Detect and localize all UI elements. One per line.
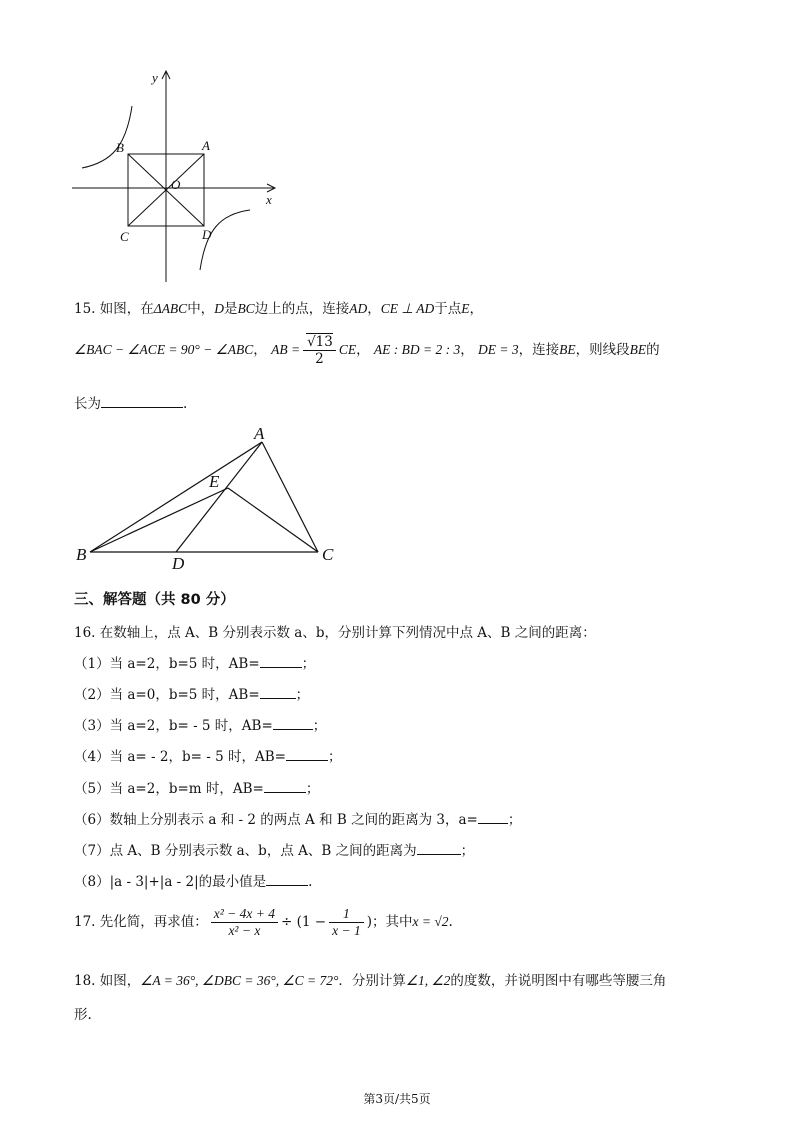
answer-blank[interactable] xyxy=(286,748,328,761)
q15-math: BE xyxy=(559,342,576,357)
answer-blank[interactable] xyxy=(260,655,302,668)
label-b: B xyxy=(76,545,87,564)
q15-text: ， xyxy=(253,342,267,358)
q16-item-5 xyxy=(74,777,319,797)
label-o: O xyxy=(171,177,181,192)
q16-item-text: （1）当 a=2，b=5 时，AB= xyxy=(74,656,260,672)
q16-item-1 xyxy=(74,652,315,672)
fraction-numerator: x² − 4x + 4 xyxy=(211,906,278,923)
q15-text: ， xyxy=(469,301,483,317)
q15-math: DE = 3 xyxy=(478,342,519,357)
answer-blank[interactable] xyxy=(101,395,183,408)
figure-coordinate-square xyxy=(60,62,300,284)
q17-fraction-1 xyxy=(211,906,278,939)
answer-blank[interactable] xyxy=(417,842,461,855)
section-heading: 三、解答题（共 80 分） xyxy=(74,592,235,608)
segment-ac xyxy=(262,442,318,552)
q16-item-6 xyxy=(74,808,521,828)
q16-item-end: ； xyxy=(305,781,320,797)
q15-math: AB = xyxy=(271,342,301,357)
label-b: B xyxy=(116,140,124,155)
q16-item-text: （5）当 a=2，b=m 时，AB= xyxy=(74,781,264,797)
q15-text: ， xyxy=(367,301,381,317)
hyperbola-branch-upper-left xyxy=(82,106,132,168)
label-a: A xyxy=(202,138,210,153)
q15-text: 于点 xyxy=(434,301,462,317)
q15-text: 长为 xyxy=(74,396,101,412)
q18-text: 18. 如图， xyxy=(74,973,141,989)
segment-ce xyxy=(228,488,318,552)
q15-text: ， xyxy=(460,342,474,358)
q16-item-end: ； xyxy=(301,656,316,672)
q16-item-end: . xyxy=(308,874,313,890)
q15-text: ， xyxy=(356,342,370,358)
q17-math: x = √2 xyxy=(412,914,449,929)
fraction-denominator: x − 1 xyxy=(332,923,361,938)
q18-text: 的度数，并说明图中有哪些等腰三角 xyxy=(450,973,667,989)
q15-text: 是 xyxy=(223,301,238,317)
label-c: C xyxy=(322,545,334,564)
q16-item-7 xyxy=(74,839,474,859)
answer-blank[interactable] xyxy=(260,686,296,699)
answer-blank[interactable] xyxy=(273,717,313,730)
answer-blank[interactable] xyxy=(266,873,308,886)
q17-text: . xyxy=(448,914,453,930)
q15-math: CE ⊥ AD xyxy=(380,301,435,316)
q17-math: ) xyxy=(366,914,372,930)
label-c: C xyxy=(120,229,129,244)
q17-text: ；其中 xyxy=(371,914,413,930)
q16-item-8 xyxy=(74,870,312,890)
fraction-denominator: 2 xyxy=(315,351,324,367)
q15-math: AD xyxy=(349,301,368,316)
segment-ba xyxy=(90,442,262,552)
q15-math: BC xyxy=(237,301,255,316)
q16-item-end: ； xyxy=(507,812,522,828)
label-e: E xyxy=(209,472,220,491)
q15-fraction xyxy=(303,334,336,367)
q16-item-text: （7）点 A、B 分别表示数 a、b，点 A、B 之间的距离为 xyxy=(74,843,417,859)
q15-line2 xyxy=(74,334,660,367)
q15-math: AE : BD = 2 : 3 xyxy=(373,342,461,357)
q16-item-3 xyxy=(74,714,326,734)
label-d: D xyxy=(202,227,212,242)
segment-ad xyxy=(176,442,262,552)
q18-math: ∠1, ∠2 xyxy=(405,973,451,988)
q16-item-text: （2）当 a=0，b=5 时，AB= xyxy=(74,687,260,703)
answer-blank[interactable] xyxy=(264,780,306,793)
q16-item-end: ； xyxy=(460,843,475,859)
q15-text: 中， xyxy=(187,301,215,317)
q15-text: 的 xyxy=(646,342,660,358)
q18-line2: 形. xyxy=(74,1007,92,1023)
q15-math: BE xyxy=(629,342,647,357)
answer-blank[interactable] xyxy=(478,811,508,824)
q15-math: ∠BAC − ∠ACE = 90° − ∠ABC xyxy=(74,342,254,357)
q17-math: ÷ (1 − xyxy=(281,914,327,930)
q16-item-text: （4）当 a= - 2，b= - 5 时，AB= xyxy=(74,749,286,765)
q16-item-text: （8）|a - 3|+|a - 2|的最小值是 xyxy=(74,874,267,890)
q17-fraction-2 xyxy=(329,906,364,939)
figure-triangle-abc xyxy=(70,420,360,572)
q18-math: ∠A = 36°, ∠DBC = 36°, ∠C = 72° xyxy=(140,973,339,988)
q15-line3 xyxy=(74,392,187,412)
q15-math: D xyxy=(214,301,224,316)
fraction-numerator: √13 xyxy=(307,334,333,350)
q15-text: 边上的点，连接 xyxy=(254,301,350,317)
q15-math: CE xyxy=(338,342,357,357)
q15-math: E xyxy=(461,301,470,316)
q17-line xyxy=(74,906,453,939)
q15-text: ，则线段 xyxy=(575,342,630,358)
q18-text: ．分别计算 xyxy=(338,973,406,989)
q17-text: 17. 先化简，再求值： xyxy=(74,914,208,930)
q15-math: ΔABC xyxy=(153,301,188,316)
label-a: A xyxy=(254,424,265,443)
label-x: x xyxy=(266,192,272,207)
q15-line1 xyxy=(74,297,483,317)
q18-line1 xyxy=(74,969,666,989)
q15-text: ，连接 xyxy=(518,342,560,358)
q16-item-text: （3）当 a=2，b= - 5 时，AB= xyxy=(74,718,273,734)
label-y: y xyxy=(152,70,158,85)
q16-item-end: ； xyxy=(295,687,310,703)
q16-item-2 xyxy=(74,683,309,703)
q16-item-text: （6）数轴上分别表示 a 和 - 2 的两点 A 和 B 之间的距离为 3，a= xyxy=(74,812,478,828)
q16-item-end: ； xyxy=(327,749,342,765)
q16-stem: 16. 在数轴上，点 A、B 分别表示数 a、b，分别计算下列情况中点 A、B 之间的距离： xyxy=(74,625,596,641)
q15-text: 15. 如图，在 xyxy=(74,301,154,317)
fraction-numerator: 1 xyxy=(329,906,364,923)
page-footer: 第3页/共5页 xyxy=(363,1092,431,1106)
label-d: D xyxy=(172,554,185,572)
segment-be xyxy=(90,488,228,552)
q16-item-end: ； xyxy=(312,718,327,734)
q16-item-4 xyxy=(74,745,341,765)
q15-text: . xyxy=(183,396,188,412)
fraction-denominator: x² − x xyxy=(228,923,261,938)
